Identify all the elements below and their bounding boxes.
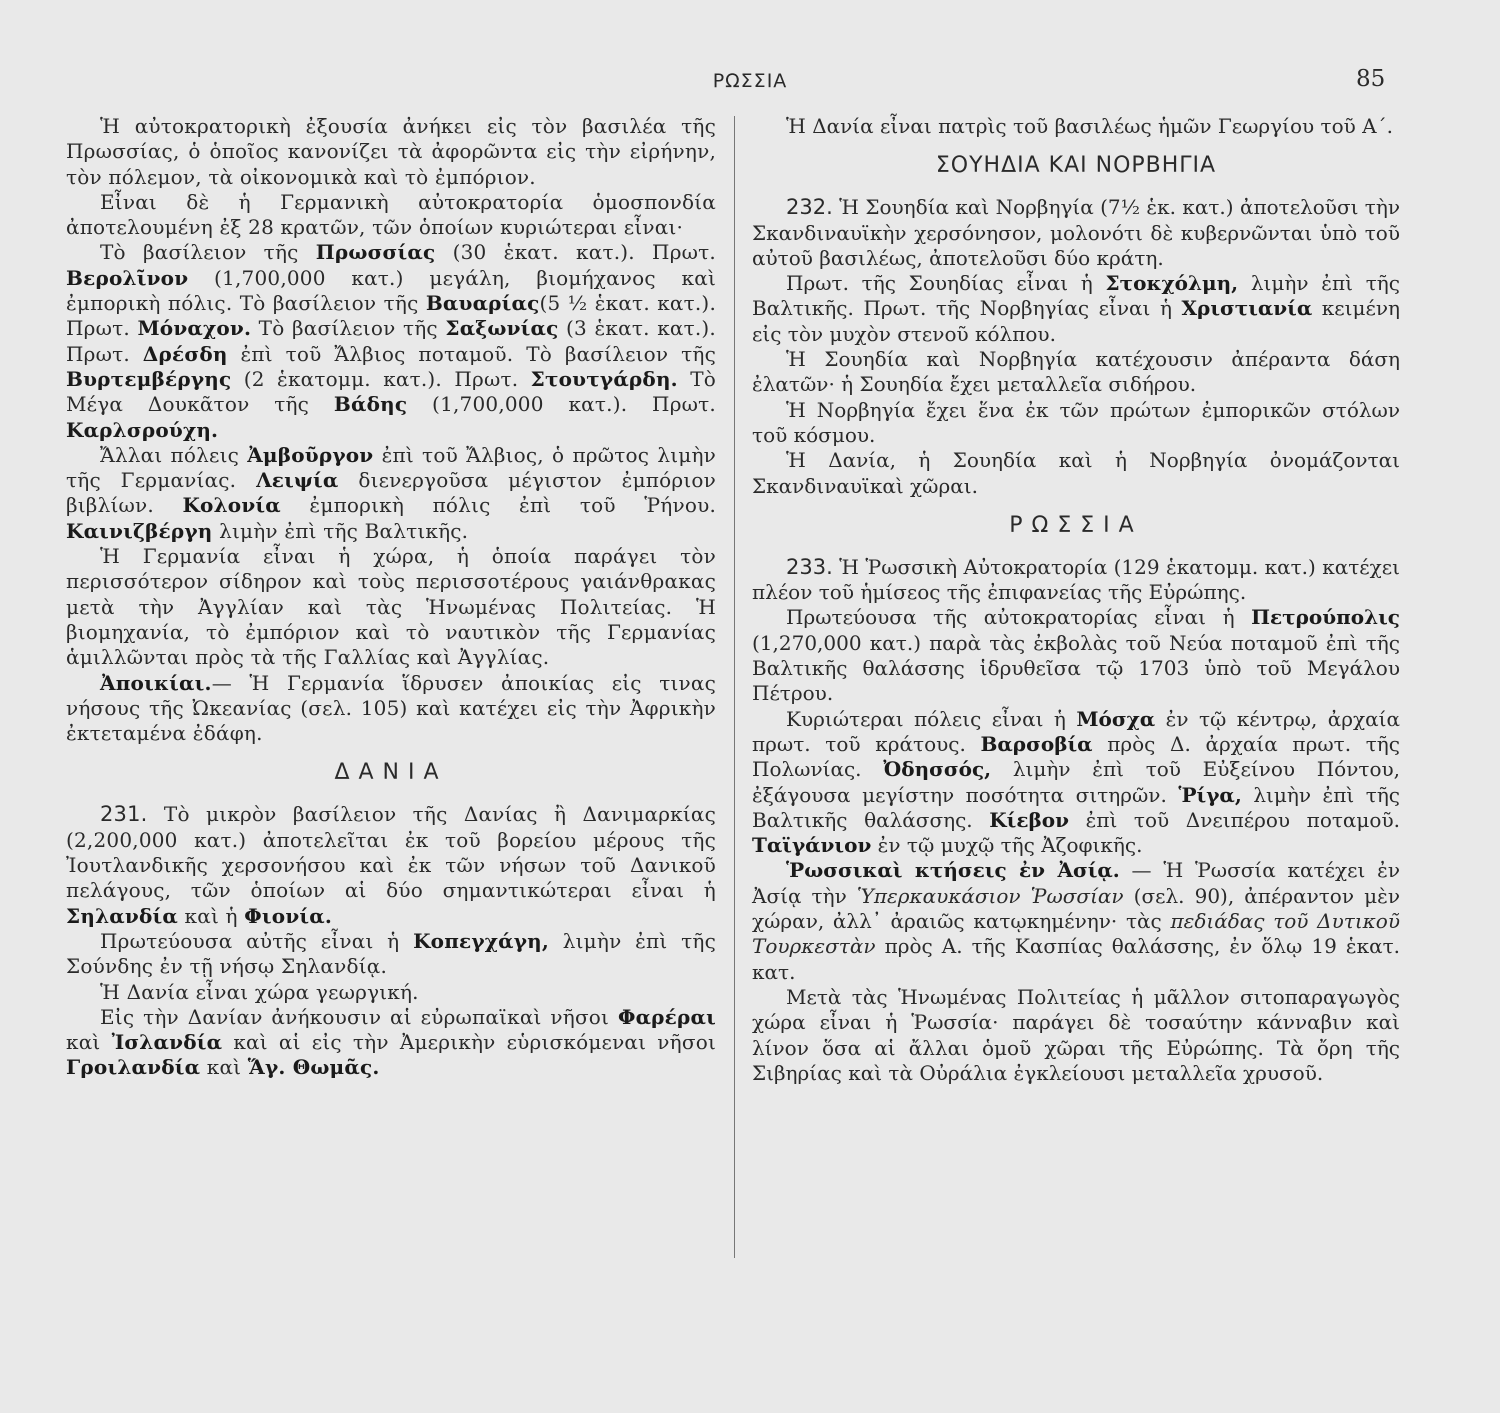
bold-term: Ἀμβοῦργον — [247, 442, 374, 467]
text: πρὸς Δ. ἀρχαία πρωτ. τῆς Πολωνίας. — [752, 731, 1400, 782]
text: λιμὴν ἐπὶ τοῦ Εὐξείνου Πόντου, ἐξάγουσα μεγίστην ποσότητα σιτηρῶν. — [752, 757, 1400, 807]
text: Εἰς τὴν Δανίαν ἀνήκουσιν αἱ εὐρωπαϊκαὶ νῆσοι — [100, 1004, 618, 1029]
paragraph-asian-possessions — [752, 858, 1400, 984]
bold-term: Κίεβον — [989, 807, 1069, 832]
text: (1,700,000 κατ.) μεγάλη, βιομήχανος καὶ ἐμπορικὴ πόλις. Τὸ βασίλειον τῆς — [66, 265, 716, 316]
text: Τὸ μικρὸν βασίλειον τῆς Δανίας ἢ Δανιμαρκίας (2,200,000 κατ.) ἀποτελεῖται ἐκ τοῦ βορείου μέρους τῆς Ἰουτλανδικῆς χερσονήσου καὶ ἐκ τῶν νήσων τοῦ Δανικοῦ πελάγους, τῶν ὁποίων αἱ δύο σημαντικώτεραι εἶναι ἡ — [66, 802, 716, 903]
bold-term: Ταϊγάνιον — [752, 833, 872, 858]
text: ἐν τῷ κέντρῳ, ἀρχαία πρωτ. τοῦ κράτους. — [752, 706, 1400, 756]
paragraph: Ἡ αὐτοκρατορικὴ ἐξουσία ἀνήκει εἰς τὸν βασιλέα τῆς Πρωσσίας, ὁ ὁποῖος κανονίζει τὰ ἀφορῶντα εἰς τὴν εἰρήνην, τὸν πόλεμον, τὰ οἰκονομικὰ καὶ τὸ ἐμπόριον. — [66, 114, 716, 189]
paragraph: Ἡ Γερμανία εἶναι ἡ χώρα, ἡ ὁποία παράγει τὸν περισσότερον σίδηρον καὶ τοὺς περισσοτέρους γαιάνθρακας μετὰ τὴν Ἀγγλίαν καὶ τὰς Ἡνωμένας Πολιτείας. Ἡ βιομηχανία, τὸ ἐμπόριον καὶ τὸ ναυτικὸν τῆς Γερμανίας ἁμιλλῶνται πρὸς τὰ τῆς Γαλλίας καὶ Ἀγγλίας. — [66, 544, 716, 670]
bold-term: Στοκχόλμη, — [1105, 271, 1239, 296]
section-number: 233. — [786, 554, 833, 579]
bold-term: Φαρέραι — [617, 1004, 716, 1029]
text: Κυριώτεραι πόλεις εἶναι ἡ — [786, 706, 1077, 731]
column-divider — [734, 116, 735, 1258]
paragraph-capital — [752, 605, 1400, 706]
text: — Ἡ Ῥωσσία κατέχει ἐν Ἀσίᾳ τὴν — [752, 858, 1400, 908]
paragraph: Ἡ Νορβηγία ἔχει ἕνα ἐκ τῶν πρώτων ἐμπορικῶν στόλων τοῦ κόσμου. — [752, 397, 1400, 447]
bold-term: Ἰσλανδία — [111, 1030, 223, 1055]
bold-term: Πρωσσίας — [315, 240, 436, 265]
text: λιμὴν ἐπὶ τῆς Βαλτικῆς. Πρωτ. τῆς Νορβηγίας εἶναι ἡ — [752, 271, 1400, 321]
text: λιμὴν ἐπὶ τῆς Σούνδης ἐν τῇ νήσῳ Σηλανδίᾳ. — [66, 928, 716, 979]
text: (σελ. 90), ἀπέραντον μὲν χώραν, ἀλλ᾽ ἀραιῶς κατῳκημένην· τὰς — [752, 883, 1400, 934]
text: καὶ ἡ — [177, 903, 245, 928]
text: καὶ αἱ εἰς τὴν Ἀμερικὴν εὑρισκόμεναι νῆσοι — [222, 1030, 716, 1055]
running-title: ΡΩΣΣΙΑ — [712, 70, 788, 92]
paragraph: Ἡ Δανία, ἡ Σουηδία καὶ ἡ Νορβηγία ὀνομάζονται Σκανδιναυϊκαὶ χῶραι. — [752, 448, 1400, 498]
bold-term: Βερολῖνον — [66, 265, 189, 290]
paragraph-233 — [752, 555, 1400, 606]
text: Πρωτ. τῆς Σουηδίας εἶναι ἡ — [786, 271, 1106, 296]
text: λιμὴν ἐπὶ τῆς Βαλτικῆς θαλάσσης. — [752, 782, 1401, 832]
bold-term: Κολονία — [182, 493, 281, 518]
bold-term: Χριστιανία — [1181, 296, 1313, 321]
text: Τὸ βασίλειον τῆς — [100, 240, 316, 265]
bold-term: Κοπεγχάγη, — [413, 928, 550, 953]
text: ἐπὶ τοῦ Δνειπέρου ποταμοῦ. — [1068, 807, 1400, 832]
paragraph-other-cities — [66, 443, 716, 544]
page-number: 85 — [1356, 66, 1386, 92]
text: ἐν τῷ μυχῷ τῆς Ἀζοφικῆς. — [871, 833, 1143, 858]
paragraph: Ἡ Δανία εἶναι χώρα γεωργική. — [100, 979, 419, 1004]
paragraph: Ἡ Σουηδία καὶ Νορβηγία κατέχουσιν ἀπέραντα δάση ἐλατῶν· ἡ Σουηδία ἔχει μεταλλεῖα σιδήρου. — [752, 347, 1400, 397]
text: διενεργοῦσα μέγιστον ἐμπόριον βιβλίων. — [66, 468, 716, 518]
paragraph-cities — [752, 707, 1400, 859]
bold-term: Μόσχα — [1076, 706, 1156, 731]
bold-term: Μόναχον. — [137, 316, 252, 341]
text: (5 ½ ἑκατ. κατ.). Πρωτ. — [66, 291, 716, 341]
bold-term: Ἀποικίαι. — [100, 670, 212, 695]
bold-term: Γροιλανδία — [66, 1055, 201, 1080]
paragraph-colonies — [66, 671, 716, 747]
section-heading-denmark: ΔΑΝΙΑ — [334, 760, 448, 786]
section-heading-sweden-norway: ΣΟΥΗΔΙΑ ΚΑΙ ΝΟΡΒΗΓΙΑ — [935, 153, 1217, 179]
text: καὶ — [200, 1055, 248, 1080]
text: (3 ἑκατ. κατ.). Πρωτ. — [66, 316, 716, 366]
paragraph-prussia-states — [66, 240, 716, 442]
bold-term: Πετρούπολις — [1251, 605, 1400, 630]
text: ἐπὶ τοῦ Ἄλβιος, ὁ πρῶτος λιμὴν τῆς Γερμανίας. — [66, 442, 716, 493]
text: (30 ἑκατ. κατ.). Πρωτ. — [435, 240, 716, 265]
bold-term: Βαρσοβία — [980, 731, 1093, 756]
bold-term: Σηλανδία — [66, 903, 178, 928]
text: Πρωτεύουσα αὐτῆς εἶναι ἡ — [100, 928, 414, 953]
bold-term: Καινιζβέργη — [66, 518, 213, 543]
text: καὶ — [66, 1030, 112, 1055]
text: ἐμπορικὴ πόλις ἐπὶ τοῦ Ῥήνου. — [280, 493, 716, 518]
bold-term: Στουτγάρδη. — [530, 366, 678, 391]
text: — Ἡ Γερμανία ἵδρυσεν ἀποικίας εἰς τινας νήσους τῆς Ὠκεανίας (σελ. 105) καὶ κατέχει εἰς τὴν Ἀφρικὴν ἐκτεταμένα ἐδάφη. — [66, 670, 716, 746]
paragraph-capitals — [752, 271, 1400, 347]
text: Ἡ Σουηδία καὶ Νορβηγία (7½ ἑκ. κατ.) ἀποτελοῦσι τὴν Σκανδιναυϊκὴν χερσόνησον, μολονότι δὲ κυβερνῶνται ὑπὸ τοῦ αὐτοῦ βασιλέως, ἀποτελοῦσι δύο κράτη. — [752, 195, 1400, 270]
text: Ἡ Ῥωσσικὴ Αὐτοκρατορία (129 ἑκατομμ. κατ.) κατέχει πλέον τοῦ ἡμίσεος τῆς ἐπιφανείας τῆς Εὐρώπης. — [752, 554, 1400, 605]
text: (1,700,000 κατ.). Πρωτ. — [407, 392, 716, 417]
section-number: 231. — [100, 802, 148, 827]
text: ἐπὶ τοῦ Ἄλβιος ποταμοῦ. Τὸ βασίλειον τῆς — [227, 341, 716, 366]
bold-term: Ῥίγα, — [1178, 782, 1242, 807]
bold-term: Σαξωνίας — [445, 316, 559, 341]
bold-term: Ἅγ. Θωμᾶς. — [247, 1055, 380, 1080]
text: πρὸς Α. τῆς Κασπίας θαλάσσης, ἐν ὅλῳ 19 ἑκατ. κατ. — [752, 934, 1400, 984]
text: (2 ἑκατομμ. κατ.). Πρωτ. — [231, 366, 531, 391]
bold-term: Βάδης — [333, 392, 408, 417]
paragraph-capital — [66, 929, 716, 980]
italic-term: πεδιάδας τοῦ Δυτικοῦ Τουρκεστὰν — [752, 909, 1400, 959]
section-number: 232. — [786, 195, 833, 220]
text: Ἄλλαι πόλεις — [100, 442, 248, 467]
section-heading-russia: ΡΩΣΣΙΑ — [1009, 512, 1143, 538]
paragraph-232 — [752, 195, 1400, 271]
text: Τὸ βασίλειον τῆς — [251, 316, 446, 341]
text: λιμὴν ἐπὶ τῆς Βαλτικῆς. — [212, 518, 469, 543]
text: (1,270,000 κατ.) παρὰ τὰς ἐκβολὰς τοῦ Νεύα ποταμοῦ ἐπὶ τῆς Βαλτικῆς θαλάσσης ἱδρυθεῖσα τῷ 1703 ὑπὸ τοῦ Μεγάλου Πέτρου. — [752, 630, 1400, 706]
bold-term: Λειψία — [256, 468, 339, 493]
italic-term: Ὑπερκαυκάσιον Ῥωσσίαν — [856, 883, 1124, 908]
bold-term: Ῥωσσικαὶ κτήσεις ἐν Ἀσίᾳ. — [786, 858, 1120, 883]
bold-term: Ὀδησσός, — [883, 757, 992, 782]
paragraph: Ἡ Δανία εἶναι πατρὶς τοῦ βασιλέως ἡμῶν Γεωργίου τοῦ Α΄. — [786, 114, 1393, 138]
bold-term: Φιονία. — [244, 903, 333, 928]
bold-term: Καρλσρούχη. — [66, 417, 219, 442]
text: Τὸ Μέγα Δουκᾶτον τῆς — [66, 366, 716, 417]
paragraph-islands — [66, 1005, 716, 1081]
text: Πρωτεύουσα τῆς αὐτοκρατορίας εἶναι ἡ — [786, 605, 1252, 630]
bold-term: Βυρτεμβέργης — [66, 366, 232, 391]
bold-term: Βαυαρίας — [425, 291, 540, 316]
bold-term: Δρέσδη — [142, 341, 228, 366]
paragraph: Εἶναι δὲ ἡ Γερμανικὴ αὐτοκρατορία ὁμοσπονδία ἀποτελουμένη ἐξ 28 κρατῶν, τῶν ὁποίων κυριώτεραι εἶναι· — [66, 189, 716, 240]
left-column — [66, 114, 716, 1081]
text: κειμένη εἰς τὸν μυχὸν στενοῦ κόλπου. — [752, 296, 1400, 346]
paragraph-231 — [66, 802, 716, 928]
right-column — [752, 114, 1400, 1086]
paragraph: Μετὰ τὰς Ἡνωμένας Πολιτείας ἡ μᾶλλον σιτοπαραγωγὸς χώρα εἶναι ἡ Ῥωσσία· παράγει δὲ τοσαύτην κάνναβιν καὶ λίνον ὅσα αἱ ἄλλαι ὁμοῦ χῶραι τῆς Εὐρώπης. Τὰ ὄρη τῆς Σιβηρίας καὶ τὰ Οὐράλια ἐγκλείουσι μεταλλεῖα χρυσοῦ. — [752, 984, 1400, 1085]
